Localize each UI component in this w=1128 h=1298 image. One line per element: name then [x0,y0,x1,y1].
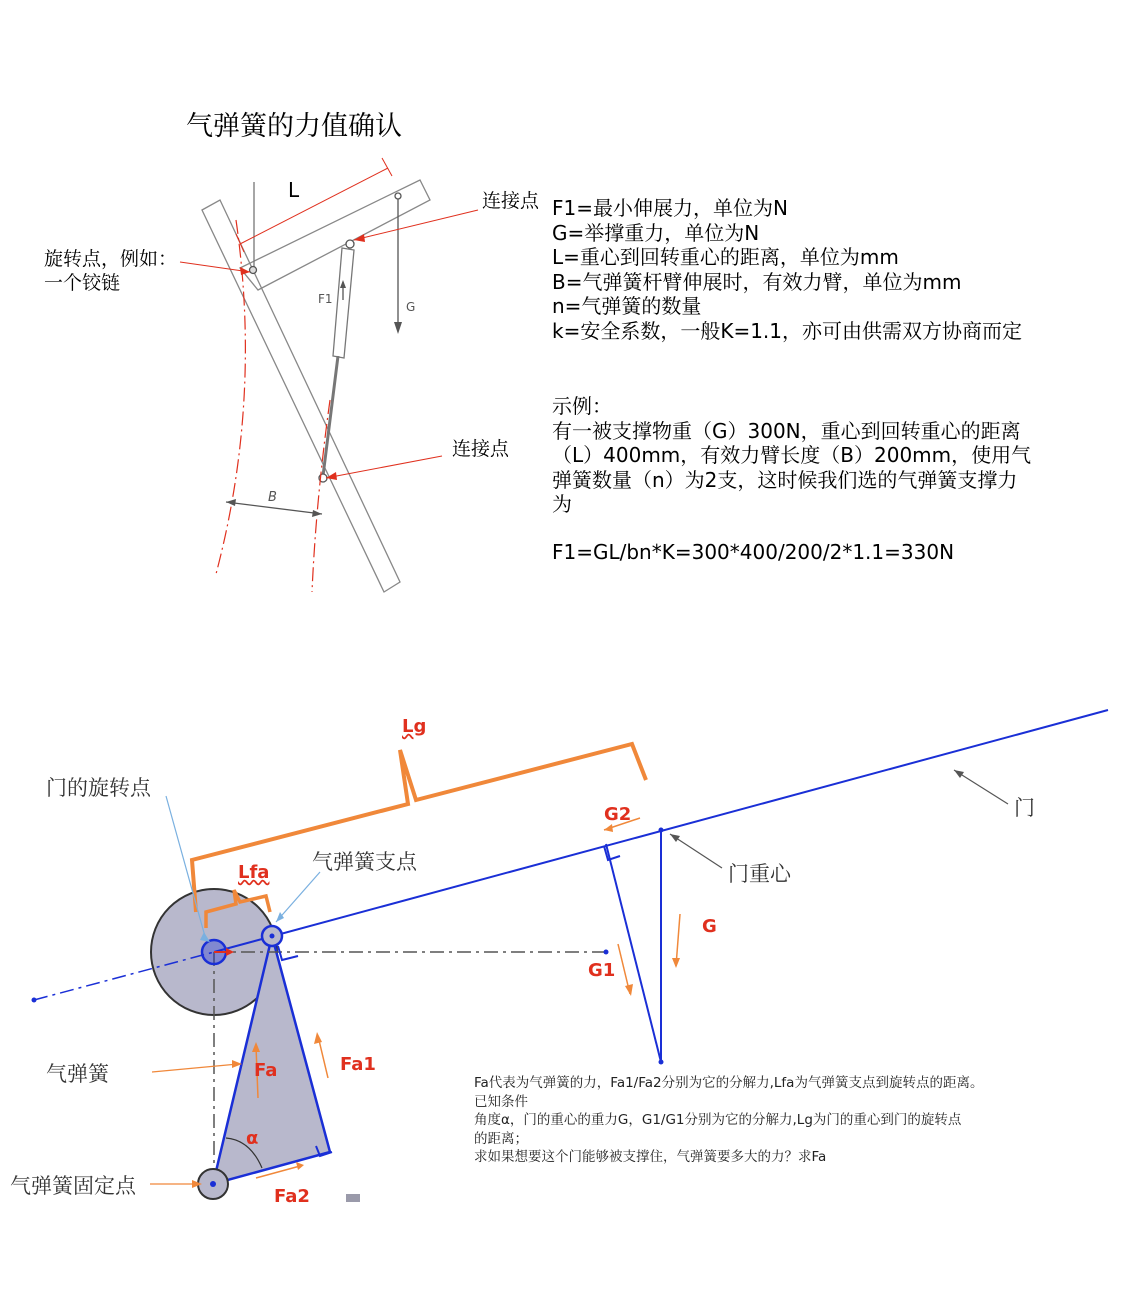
long-bar [202,200,400,592]
definition-line: G=举撑重力，单位为N [552,220,760,245]
example-line: 有一被支撑物重（G）300N，重心到回转重心的距离 [552,418,1021,443]
note-line: 角度α，门的重心的重力G，G1/G1分别为它的分解力,Lg为门的重心到门的旋转点 [474,1112,962,1128]
gas-spring-body [333,248,354,358]
Lg-bracket [192,744,646,912]
label-spring-pivot: 气弹簧支点 [312,850,417,874]
label-L: L [288,178,300,202]
example-heading: 示例： [552,394,612,418]
G1-force-line [606,844,661,1062]
definition-line: B=气弹簧杆臂伸展时，有效力臂，单位为mm [552,269,962,294]
label-door: 门 [1014,796,1035,820]
label-pivot-line2: 一个铰链 [44,272,121,294]
label-pivot-line1: 旋转点，例如： [44,248,178,270]
label-door-pivot: 门的旋转点 [46,776,151,800]
label-connect-top: 连接点 [482,190,540,212]
pointer-pivot [180,262,250,272]
example-line: （L）400mm，有效力臂长度（B）200mm，使用气 [552,443,1032,468]
definitions-block [552,196,1022,344]
definition-line: k=安全系数，一般K=1.1，亦可由供需双方协商而定 [552,318,1023,343]
label-G1: G1 [588,960,616,981]
note-line: 求如果想要这个门能够被支撑住，气弹簧要多大的力？求Fa [474,1149,827,1165]
pointer-connect-bottom [326,456,442,478]
note-line: 已知条件 [474,1093,528,1110]
example-line: 弹簧数量（n）为2支，这时候我们选的气弹簧支撑力 [552,467,1018,492]
gas-spring-rod [323,356,338,476]
label-alpha: α [246,1128,259,1149]
definition-line: L=重心到回转重心的距离，单位为mm [552,245,899,270]
label-door-cg: 门重心 [728,862,791,886]
example-line: 为 [552,492,572,517]
label-Fa: Fa [254,1060,278,1081]
label-B-drawing: B [268,490,277,505]
label-spring-fixed: 气弹簧固定点 [10,1174,136,1198]
label-G-drawing: G [406,300,416,314]
problem-note [474,1074,983,1167]
example-block [552,394,1052,517]
label-Lfa: Lfa [238,862,270,883]
page-title: 气弹簧的力值确认 [186,111,402,142]
definition-line: F1=最小伸展力，单位为N [552,196,788,220]
label-G2: G2 [604,804,632,825]
pointer-connect-top [354,210,478,240]
label-G: G [702,916,717,937]
note-line: 的距离； [474,1130,528,1147]
top-mechanism-drawing [180,158,478,592]
label-Fa2: Fa2 [274,1186,310,1207]
example-formula: F1=GL/bn*K=300*400/200/2*1.1=330N [552,540,955,564]
note-line: Fa代表为气弹簧的力，Fa1/Fa2分别为它的分解力,Lfa为气弹簧支点到旋转点的距离。 [474,1075,984,1091]
label-Lg: Lg [402,716,427,737]
label-spring: 气弹簧 [46,1062,109,1086]
label-Fa1: Fa1 [340,1054,376,1075]
label-connect-bottom: 连接点 [452,438,510,460]
label-F1-drawing: F1 [318,292,333,306]
definition-line: n=气弹簧的数量 [552,294,702,319]
